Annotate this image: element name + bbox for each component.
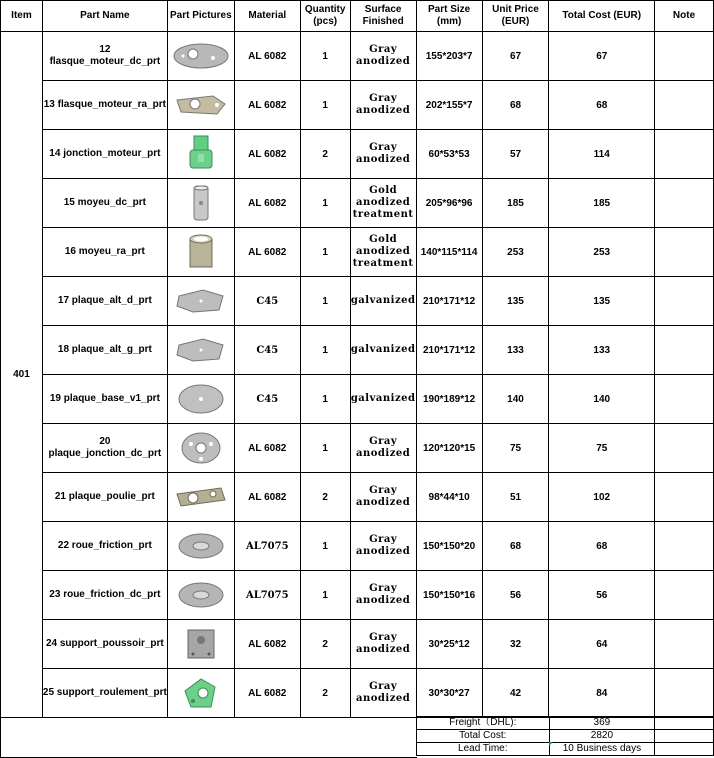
lead-label: Lead Time: (417, 743, 550, 756)
part-name: 14 jonction_moteur_prt (42, 130, 167, 179)
unit-price: 67 (482, 32, 549, 81)
total-cost: 84 (549, 669, 655, 718)
wheel-icon (168, 522, 234, 570)
part-size: 140*115*114 (416, 228, 482, 277)
unit-price: 68 (482, 522, 549, 571)
part-name: 15 moyeu_dc_prt (42, 179, 167, 228)
header-note: Note (655, 1, 714, 32)
unit-price: 185 (482, 179, 549, 228)
table-row (1, 81, 714, 130)
table-row (1, 179, 714, 228)
part-name: 19 plaque_base_v1_prt (42, 375, 167, 424)
header-part-name: Part Name (42, 1, 167, 32)
part-name: 20 plaque_jonction_dc_prt (42, 424, 167, 473)
header-item: Item (1, 1, 43, 32)
material: AL 6082 (234, 228, 300, 277)
surface-finish: Gray anodized (350, 473, 416, 522)
part-name: 22 roue_friction_prt (42, 522, 167, 571)
part-size: 30*25*12 (416, 620, 482, 669)
total-cost: 68 (549, 522, 655, 571)
part-picture (167, 277, 234, 326)
note (655, 620, 714, 669)
part-picture (167, 522, 234, 571)
table-row (1, 424, 714, 473)
total-value: 2820 (549, 730, 655, 743)
total-cost: 75 (549, 424, 655, 473)
part-size: 150*150*20 (416, 522, 482, 571)
note (655, 473, 714, 522)
part-picture (167, 81, 234, 130)
quantity: 1 (300, 375, 350, 424)
quantity: 1 (300, 277, 350, 326)
item-number: 401 (1, 32, 43, 718)
header-total-cost: Total Cost (EUR) (549, 1, 655, 32)
part-picture (167, 130, 234, 179)
unit-price: 253 (482, 228, 549, 277)
quantity: 1 (300, 228, 350, 277)
table-row (1, 32, 714, 81)
part-picture (167, 424, 234, 473)
surface-finish: galvanized (350, 277, 416, 326)
total-label: Total Cost: (417, 730, 550, 743)
quantity: 1 (300, 81, 350, 130)
part-picture (167, 228, 234, 277)
quantity: 1 (300, 326, 350, 375)
note (655, 32, 714, 81)
flat-plate-icon (168, 277, 234, 325)
quantity: 1 (300, 522, 350, 571)
total-cost: 133 (549, 326, 655, 375)
note (655, 522, 714, 571)
freight-label: Freight（DHL): (417, 717, 550, 730)
part-picture (167, 179, 234, 228)
total-cost: 135 (549, 277, 655, 326)
surface-finish: Gray anodized (350, 522, 416, 571)
quantity: 2 (300, 130, 350, 179)
material: AL7075 (234, 571, 300, 620)
unit-price: 133 (482, 326, 549, 375)
green-junction-icon (168, 130, 234, 178)
surface-finish: Gray anodized (350, 571, 416, 620)
part-size: 30*30*27 (416, 669, 482, 718)
material: AL 6082 (234, 424, 300, 473)
material: AL 6082 (234, 669, 300, 718)
material: C45 (234, 326, 300, 375)
part-size: 205*96*96 (416, 179, 482, 228)
note (655, 130, 714, 179)
note (655, 571, 714, 620)
material: AL 6082 (234, 620, 300, 669)
part-picture (167, 620, 234, 669)
note (655, 424, 714, 473)
part-size: 210*171*12 (416, 277, 482, 326)
freight-row (417, 717, 714, 730)
cylinder-icon (168, 228, 234, 276)
surface-finish: Gray anodized (350, 32, 416, 81)
lead-value: 10 Business days (549, 743, 655, 756)
header-part-pictures: Part Pictures (167, 1, 234, 32)
disc-holes-icon (168, 424, 234, 472)
unit-price: 56 (482, 571, 549, 620)
part-size: 60*53*53 (416, 130, 482, 179)
disc-icon (168, 375, 234, 423)
table-row (1, 620, 714, 669)
plate-round-icon (168, 32, 234, 80)
unit-price: 68 (482, 81, 549, 130)
pulley-plate-icon (168, 473, 234, 521)
part-size: 202*155*7 (416, 81, 482, 130)
surface-finish: galvanized (350, 375, 416, 424)
surface-finish: galvanized (350, 326, 416, 375)
header-part-size: Part Size (mm) (416, 1, 482, 32)
unit-price: 51 (482, 473, 549, 522)
total-cost: 140 (549, 375, 655, 424)
part-name: 17 plaque_alt_d_prt (42, 277, 167, 326)
part-size: 120*120*15 (416, 424, 482, 473)
block-icon (168, 620, 234, 668)
freight-value: 369 (549, 717, 655, 730)
quantity: 1 (300, 571, 350, 620)
footer-left-blank (0, 716, 417, 758)
quantity: 2 (300, 669, 350, 718)
footer-summary (416, 716, 714, 756)
header-row (1, 1, 714, 32)
material: AL 6082 (234, 32, 300, 81)
table-row (1, 228, 714, 277)
total-cost: 253 (549, 228, 655, 277)
note (655, 277, 714, 326)
total-cost: 67 (549, 32, 655, 81)
table-body (1, 32, 714, 718)
part-name: 25 support_roulement_prt (42, 669, 167, 718)
note (655, 375, 714, 424)
total-cost: 185 (549, 179, 655, 228)
lead-row (417, 743, 714, 756)
total-cost: 68 (549, 81, 655, 130)
quantity: 2 (300, 620, 350, 669)
freight-note (655, 717, 714, 730)
lead-note (655, 743, 714, 756)
total-cost: 56 (549, 571, 655, 620)
comment-marker-icon (549, 742, 553, 746)
unit-price: 42 (482, 669, 549, 718)
header-unit-price: Unit Price (EUR) (482, 1, 549, 32)
tube-icon (168, 179, 234, 227)
total-row (417, 730, 714, 743)
table-row (1, 130, 714, 179)
part-name: 16 moyeu_ra_prt (42, 228, 167, 277)
part-name: 12 flasque_moteur_dc_prt (42, 32, 167, 81)
part-picture (167, 326, 234, 375)
unit-price: 32 (482, 620, 549, 669)
material: C45 (234, 277, 300, 326)
wheel-icon (168, 571, 234, 619)
quantity: 1 (300, 424, 350, 473)
table-row (1, 669, 714, 718)
note (655, 228, 714, 277)
table-row (1, 522, 714, 571)
plate-bracket-icon (168, 81, 234, 129)
surface-finish: Gray anodized (350, 81, 416, 130)
unit-price: 135 (482, 277, 549, 326)
unit-price: 140 (482, 375, 549, 424)
total-note (655, 730, 714, 743)
surface-finish: Gold anodized treatment (350, 228, 416, 277)
table-row (1, 277, 714, 326)
note (655, 326, 714, 375)
total-cost: 114 (549, 130, 655, 179)
header-quantity: Quantity (pcs) (300, 1, 350, 32)
surface-finish: Gray anodized (350, 620, 416, 669)
table-row (1, 375, 714, 424)
part-size: 150*150*16 (416, 571, 482, 620)
part-name: 23 roue_friction_dc_prt (42, 571, 167, 620)
part-size: 190*189*12 (416, 375, 482, 424)
table-row (1, 473, 714, 522)
quantity: 2 (300, 473, 350, 522)
note (655, 81, 714, 130)
surface-finish: Gray anodized (350, 424, 416, 473)
part-name: 24 support_poussoir_prt (42, 620, 167, 669)
part-picture (167, 571, 234, 620)
surface-finish: Gray anodized (350, 669, 416, 718)
note (655, 669, 714, 718)
part-name: 13 flasque_moteur_ra_prt (42, 81, 167, 130)
part-picture (167, 375, 234, 424)
material: AL 6082 (234, 179, 300, 228)
part-picture (167, 32, 234, 81)
table-row (1, 326, 714, 375)
surface-finish: Gray anodized (350, 130, 416, 179)
material: AL7075 (234, 522, 300, 571)
material: AL 6082 (234, 473, 300, 522)
part-size: 210*171*12 (416, 326, 482, 375)
surface-finish: Gold anodized treatment (350, 179, 416, 228)
part-size: 98*44*10 (416, 473, 482, 522)
part-name: 21 plaque_poulie_prt (42, 473, 167, 522)
part-picture (167, 473, 234, 522)
header-surface: Surface Finished (350, 1, 416, 32)
material: AL 6082 (234, 130, 300, 179)
part-name: 18 plaque_alt_g_prt (42, 326, 167, 375)
part-picture (167, 669, 234, 718)
flat-plate-icon (168, 326, 234, 374)
green-bracket-icon (168, 669, 234, 717)
note (655, 179, 714, 228)
total-cost: 64 (549, 620, 655, 669)
header-material: Material (234, 1, 300, 32)
table-row (1, 571, 714, 620)
quantity: 1 (300, 32, 350, 81)
material: C45 (234, 375, 300, 424)
quantity: 1 (300, 179, 350, 228)
unit-price: 57 (482, 130, 549, 179)
part-size: 155*203*7 (416, 32, 482, 81)
material: AL 6082 (234, 81, 300, 130)
unit-price: 75 (482, 424, 549, 473)
total-cost: 102 (549, 473, 655, 522)
